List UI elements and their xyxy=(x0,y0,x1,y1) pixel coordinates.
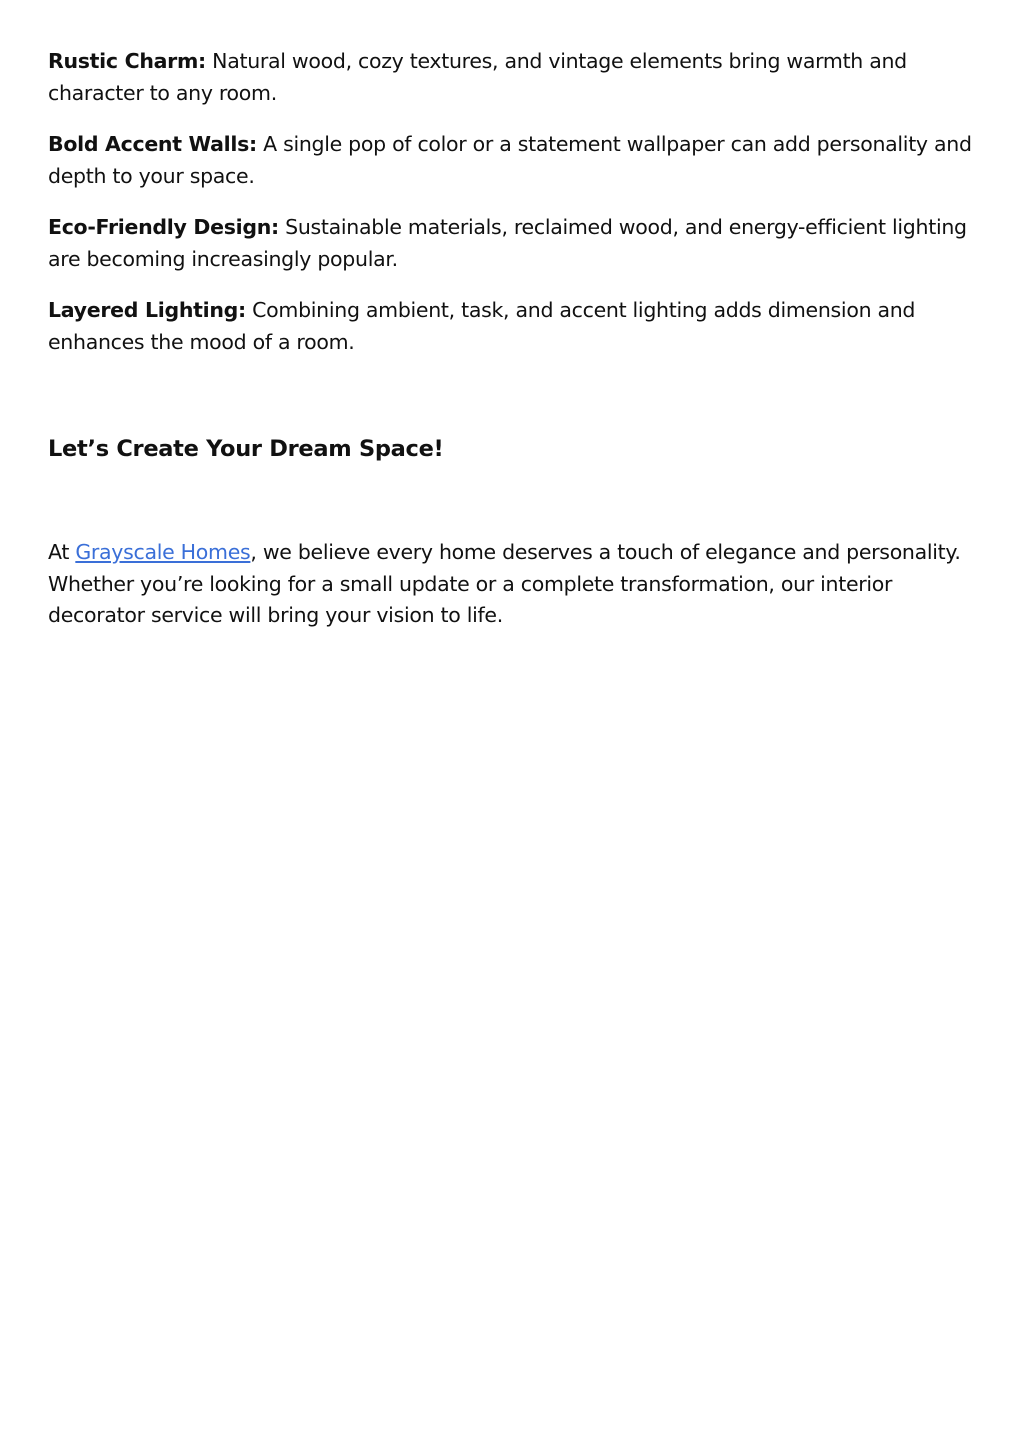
grayscale-homes-link[interactable]: Grayscale Homes xyxy=(75,540,251,564)
trend-title: Layered Lighting: xyxy=(48,298,246,322)
closing-paragraph xyxy=(48,537,988,632)
document-page xyxy=(48,46,988,627)
trend-bold-accent-walls xyxy=(48,129,988,192)
trend-description: Sustainable materials, reclaimed wood, and energy-efficient lighting are becoming increasingly popular. xyxy=(48,215,967,271)
closing-intro: At xyxy=(48,540,76,564)
trend-eco-friendly-design xyxy=(48,212,988,275)
trend-layered-lighting xyxy=(48,295,988,358)
closing-body: , we believe every home deserves a touch of elegance and personality. Whether you’re looking for a small update or a complete transformation, our interior decorator service will bring your vision to life. xyxy=(48,540,961,627)
trend-description: Natural wood, cozy textures, and vintage elements bring warmth and character to any room. xyxy=(48,49,907,105)
trend-title: Rustic Charm: xyxy=(48,49,206,73)
trend-description: A single pop of color or a statement wallpaper can add personality and depth to your space. xyxy=(48,132,972,188)
trend-rustic-charm xyxy=(48,46,988,109)
trend-description: Combining ambient, task, and accent lighting adds dimension and enhances the mood of a room. xyxy=(48,298,916,354)
section-heading: Let’s Create Your Dream Space! xyxy=(48,436,444,462)
trend-title: Bold Accent Walls: xyxy=(48,132,257,156)
trend-title: Eco-Friendly Design: xyxy=(48,215,279,239)
